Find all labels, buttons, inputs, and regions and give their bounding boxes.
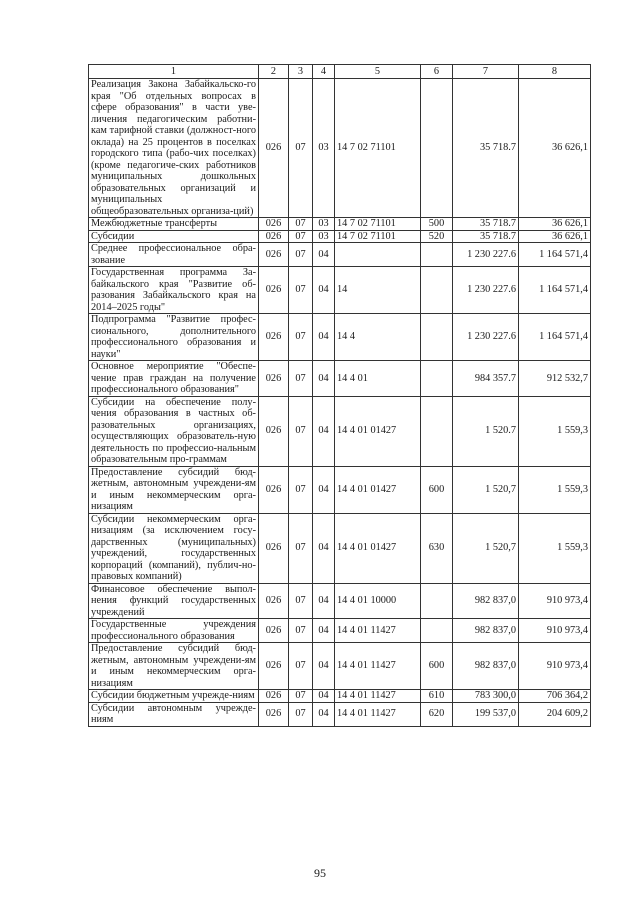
subsection-code-cell: 04 [313, 690, 335, 703]
amount-year2-cell: 910 973,4 [519, 583, 591, 619]
expense-type-cell [421, 243, 453, 267]
table-row [89, 583, 591, 619]
target-article-cell: 14 4 01 11427 [335, 702, 421, 726]
target-article-cell: 14 4 01 [335, 361, 421, 397]
column-header: 8 [519, 65, 591, 79]
column-header: 7 [453, 65, 519, 79]
amount-year2-cell: 1 559,3 [519, 396, 591, 466]
ministry-code-cell: 026 [259, 267, 289, 314]
amount-year1-cell: 35 718.7 [453, 218, 519, 231]
amount-year1-cell: 35 718.7 [453, 230, 519, 243]
expense-type-cell: 610 [421, 690, 453, 703]
section-code-cell: 07 [289, 267, 313, 314]
table-row [89, 690, 591, 703]
amount-year1-cell: 783 300,0 [453, 690, 519, 703]
target-article-cell [335, 243, 421, 267]
amount-year1-cell: 1 230 227.6 [453, 267, 519, 314]
row-name-cell: Субсидии на обеспечение полу-чения образования в частных об-разовательных организациях, осуществляющих образователь-ную деятельность по профессио-нальным образовательным про-граммам [89, 396, 259, 466]
amount-year1-cell: 1 520,7 [453, 466, 519, 513]
table-row [89, 361, 591, 397]
section-code-cell: 07 [289, 314, 313, 361]
expense-type-cell: 620 [421, 702, 453, 726]
table-row [89, 466, 591, 513]
subsection-code-cell: 04 [313, 619, 335, 643]
row-name-cell: Субсидии автономным учрежде-ниям [89, 702, 259, 726]
target-article-cell: 14 7 02 71101 [335, 218, 421, 231]
section-code-cell: 07 [289, 690, 313, 703]
row-name-cell: Среднее профессиональное обра-зование [89, 243, 259, 267]
ministry-code-cell: 026 [259, 513, 289, 583]
column-header: 5 [335, 65, 421, 79]
table-row [89, 230, 591, 243]
expense-type-cell [421, 583, 453, 619]
section-code-cell: 07 [289, 230, 313, 243]
section-code-cell: 07 [289, 466, 313, 513]
ministry-code-cell: 026 [259, 243, 289, 267]
column-header: 1 [89, 65, 259, 79]
row-name-cell: Предоставление субсидий бюд-жетным, автономным учреждени-ям и иным некоммерческим орга-низациям [89, 643, 259, 690]
ministry-code-cell: 026 [259, 619, 289, 643]
amount-year1-cell: 984 357.7 [453, 361, 519, 397]
amount-year2-cell: 1 164 571,4 [519, 243, 591, 267]
section-code-cell: 07 [289, 361, 313, 397]
expense-type-cell [421, 79, 453, 218]
amount-year2-cell: 1 559,3 [519, 466, 591, 513]
expense-type-cell: 600 [421, 643, 453, 690]
target-article-cell: 14 4 01 01427 [335, 466, 421, 513]
column-header: 6 [421, 65, 453, 79]
subsection-code-cell: 04 [313, 643, 335, 690]
subsection-code-cell: 04 [313, 583, 335, 619]
header-row [89, 65, 591, 79]
section-code-cell: 07 [289, 243, 313, 267]
target-article-cell: 14 7 02 71101 [335, 230, 421, 243]
section-code-cell: 07 [289, 619, 313, 643]
column-header: 2 [259, 65, 289, 79]
row-name-cell: Субсидии бюджетным учрежде-ниям [89, 690, 259, 703]
table-row [89, 79, 591, 218]
subsection-code-cell: 03 [313, 79, 335, 218]
ministry-code-cell: 026 [259, 314, 289, 361]
ministry-code-cell: 026 [259, 79, 289, 218]
table-row [89, 314, 591, 361]
target-article-cell: 14 4 01 10000 [335, 583, 421, 619]
subsection-code-cell: 03 [313, 218, 335, 231]
row-name-cell: Реализация Закона Забайкальско-го края "Об отдельных вопросах в сфере образования" в части уве-личения педагогическим работни-кам тарифной ставки (должност-ного оклада) на 25 процентов в поселках городского типа (рабо-чих поселках) (кроме педагогиче-ских работников муниципальных дошкольных образовательных организаций и муниципальных общеобразовательных организа-ций) [89, 79, 259, 218]
amount-year1-cell: 1 230 227.6 [453, 314, 519, 361]
amount-year1-cell: 982 837,0 [453, 643, 519, 690]
row-name-cell: Предоставление субсидий бюд-жетным, автономным учреждени-ям и иным некоммерческим орга-низациям [89, 466, 259, 513]
target-article-cell: 14 4 01 11427 [335, 643, 421, 690]
table-row [89, 513, 591, 583]
subsection-code-cell: 04 [313, 243, 335, 267]
row-name-cell: Межбюджетные трансферты [89, 218, 259, 231]
table-row [89, 218, 591, 231]
amount-year1-cell: 199 537,0 [453, 702, 519, 726]
amount-year2-cell: 36 626,1 [519, 218, 591, 231]
row-name-cell: Субсидии некоммерческим орга-низациям (за исключением госу-дарственных (муниципальных) учреждений, государственных корпораций (компаний), публич-но-правовых компаний) [89, 513, 259, 583]
expense-type-cell [421, 267, 453, 314]
expense-type-cell [421, 314, 453, 361]
expense-type-cell [421, 396, 453, 466]
amount-year2-cell: 1 164 571,4 [519, 267, 591, 314]
target-article-cell: 14 4 01 11427 [335, 619, 421, 643]
row-name-cell: Подпрограмма "Развитие профес-сионального, дополнительного профессионального образования и науки" [89, 314, 259, 361]
section-code-cell: 07 [289, 643, 313, 690]
section-code-cell: 07 [289, 583, 313, 619]
section-code-cell: 07 [289, 513, 313, 583]
ministry-code-cell: 026 [259, 643, 289, 690]
subsection-code-cell: 04 [313, 314, 335, 361]
table-row [89, 619, 591, 643]
row-name-cell: Финансовое обеспечение выпол-нения функций государственных учреждений [89, 583, 259, 619]
expense-type-cell: 630 [421, 513, 453, 583]
amount-year2-cell: 912 532,7 [519, 361, 591, 397]
ministry-code-cell: 026 [259, 466, 289, 513]
ministry-code-cell: 026 [259, 690, 289, 703]
expense-type-cell: 600 [421, 466, 453, 513]
subsection-code-cell: 04 [313, 267, 335, 314]
subsection-code-cell: 04 [313, 361, 335, 397]
ministry-code-cell: 026 [259, 361, 289, 397]
table-row [89, 643, 591, 690]
budget-table [88, 64, 591, 727]
ministry-code-cell: 026 [259, 218, 289, 231]
table-row [89, 267, 591, 314]
amount-year2-cell: 1 164 571,4 [519, 314, 591, 361]
page-number: 95 [314, 866, 326, 880]
table-row [89, 396, 591, 466]
table-row [89, 702, 591, 726]
target-article-cell: 14 4 01 01427 [335, 396, 421, 466]
target-article-cell: 14 4 [335, 314, 421, 361]
subsection-code-cell: 04 [313, 513, 335, 583]
ministry-code-cell: 026 [259, 702, 289, 726]
table-row [89, 243, 591, 267]
amount-year1-cell: 1 520,7 [453, 513, 519, 583]
amount-year1-cell: 982 837,0 [453, 583, 519, 619]
ministry-code-cell: 026 [259, 230, 289, 243]
section-code-cell: 07 [289, 396, 313, 466]
amount-year2-cell: 910 973,4 [519, 619, 591, 643]
amount-year2-cell: 204 609,2 [519, 702, 591, 726]
amount-year2-cell: 1 559,3 [519, 513, 591, 583]
amount-year2-cell: 910 973,4 [519, 643, 591, 690]
expense-type-cell [421, 361, 453, 397]
target-article-cell: 14 4 01 01427 [335, 513, 421, 583]
row-name-cell: Государственная программа За-байкальского края "Развитие об-разования Забайкальского края на 2014–2025 годы" [89, 267, 259, 314]
row-name-cell: Основное мероприятие "Обеспе-чение прав граждан на получение профессионального образования" [89, 361, 259, 397]
column-header: 3 [289, 65, 313, 79]
target-article-cell: 14 [335, 267, 421, 314]
column-header: 4 [313, 65, 335, 79]
subsection-code-cell: 03 [313, 230, 335, 243]
amount-year1-cell: 1 230 227.6 [453, 243, 519, 267]
subsection-code-cell: 04 [313, 702, 335, 726]
amount-year1-cell: 35 718.7 [453, 79, 519, 218]
row-name-cell: Государственные учреждения профессионального образования [89, 619, 259, 643]
amount-year2-cell: 36 626,1 [519, 230, 591, 243]
ministry-code-cell: 026 [259, 583, 289, 619]
subsection-code-cell: 04 [313, 396, 335, 466]
amount-year1-cell: 1 520.7 [453, 396, 519, 466]
expense-type-cell: 520 [421, 230, 453, 243]
amount-year2-cell: 706 364,2 [519, 690, 591, 703]
expense-type-cell [421, 619, 453, 643]
target-article-cell: 14 7 02 71101 [335, 79, 421, 218]
section-code-cell: 07 [289, 702, 313, 726]
row-name-cell: Субсидии [89, 230, 259, 243]
section-code-cell: 07 [289, 218, 313, 231]
expense-type-cell: 500 [421, 218, 453, 231]
amount-year2-cell: 36 626,1 [519, 79, 591, 218]
section-code-cell: 07 [289, 79, 313, 218]
target-article-cell: 14 4 01 11427 [335, 690, 421, 703]
ministry-code-cell: 026 [259, 396, 289, 466]
amount-year1-cell: 982 837,0 [453, 619, 519, 643]
subsection-code-cell: 04 [313, 466, 335, 513]
